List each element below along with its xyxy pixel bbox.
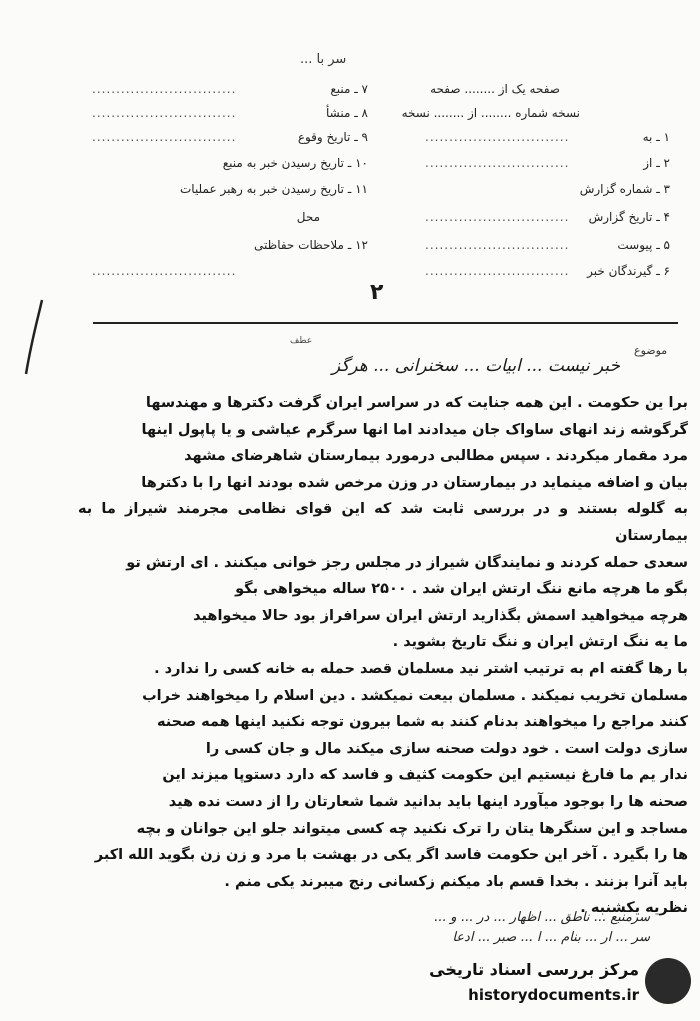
header-copy-number: نسخه شماره ........ از ........ نسخه [401,106,580,120]
header-news-to-ops-date: ۱۱ ـ تاریخ رسیدن خبر به رهبر عملیات [179,182,368,196]
body-line: برا ین حکومت . این همه جنایت که در سراسر ایران گرفت دکترها و مهندسها [145,395,688,411]
body-line: ندار یم ما فارغ نیستیم این حکومت کثیف و فاسد که دارد دستوپا میزند این [162,767,688,784]
watermark-url: historydocuments.ir [468,986,639,1004]
field-event-date-line: .............................. [92,130,237,144]
body-line: با رها گفته ام به ترتیب اشتر نید مسلمان قصد حمله به خانه کسی را ندارد . [154,660,688,677]
body-line: گرگوشه زند انهای ساواک جان میدادند اما انها سرگرم عیاشی و یا پاپول اینها [141,421,688,438]
header-divider [93,322,678,324]
watermark-title: مرکز بررسی اسناد تاریخی [429,960,639,979]
handwritten-note-line: سرمنبع ... ناطق ... اظهار ... در ... و ... [433,910,650,925]
body-line: ها را بگیرد . آخر این حکومت فاسد اگر یکی در بهشت با مرد و زن زن بگوید الله اکبر [94,847,688,864]
field-security-notes-line: .............................. [92,264,237,278]
body-line: بیان و اضافه مینماید در بیمارستان در وزن مرخص شده بودند انها را با دکترها [141,474,688,491]
header-source: ۷ ـ منبع [330,82,368,96]
header-recipients: ۶ ـ گیرندگان خبر [587,264,670,278]
body-line: به گلوله بستند و در بررسی ثابت شد که این قوای نظامی مجرمند شیراز ما به بیمارستان [78,501,688,544]
field-source-line: .............................. [92,82,237,96]
subject-label: موضوع [634,344,668,357]
handwritten-note [90,908,650,948]
body-line: بگو ما هرچه مانع ننگ ارتش ایران شد . ۲۵۰۰ ساله میخواهی بگو [235,581,688,598]
body-line: باید آنرا بزنند . بخدا قسم باد میکنم زکسانی رنج میبرند یکی منم . [224,873,688,890]
field-from-line: .............................. [425,156,570,170]
header-report-number: ۳ ـ شماره گزارش [579,182,670,196]
handwritten-subject: خبر نیست ... ابیات ... سخنرانی ... هرگز [331,356,620,376]
annotation-above-subject: عطف [290,336,313,346]
header-location: محل [296,210,320,224]
body-line: صحنه ها را بوجود میآورد اینها باید بدانید شما شعارتان را از دست نده هید [168,793,688,810]
field-origin-line: .............................. [92,106,237,120]
header-security-notes: ۱۲ ـ ملاحظات حفاظتی [254,238,368,252]
handwritten-note-line: سر ... ار ... بنام ... ا ... صبر ... ادعا [452,930,650,945]
body-line: مساجد و این سنگرها یتان را ترک نکنید چه کسی میتواند جلو این جوانان و بچه [136,820,688,837]
page-number: ۲ [370,280,384,305]
header-event-date: ۹ ـ تاریخ وقوع [297,130,368,144]
body-line: سعدی حمله کردند و نمایندگان شیراز در مجلس رجز خوانی میکنند . ای ارتش تو [126,554,688,571]
body-line: مسلمان تخریب نمیکند . مسلمان بیعت نمیکشد . دین اسلام را میخواهند خراب [142,687,688,704]
body-line: کنند مراجع را میخواهند بدنام کنند به شما بیرون توجه نکنید اینها همه صحنه [156,714,688,731]
body-line: مرد مقمار میکردند . سپس مطالبی درمورد بیمارستان شاهرضای مشهد [184,448,688,465]
margin-pen-stroke [20,298,50,378]
watermark [425,950,697,1018]
report-body [78,390,688,922]
field-to-line: .............................. [425,130,570,144]
header-attachment: ۵ ـ پیوست [617,238,670,252]
body-line: ما یه ننگ ارتش ایران و ننگ تاریخ بشوید . [392,634,688,651]
header-report-date: ۴ ـ تاریخ گزارش [588,210,670,224]
header-from: ۲ ـ از [643,156,670,170]
field-report-date-line: .............................. [425,210,570,224]
body-line: هرچه میخواهید اسمش بگذارید ارتش ایران سرافراز بود حالا میخواهید [193,607,688,624]
header-origin: ۸ ـ منشأ [325,106,368,120]
header-to: ۱ ـ به [642,130,670,144]
header-page-of: صفحه یک از ........ صفحه [430,82,560,96]
archive-logo-icon [645,958,691,1004]
closing-line: نظریه یکشنبه . [580,900,688,917]
field-recipients-line: .............................. [425,264,570,278]
field-attachment-line: .............................. [425,238,570,252]
top-classification-mark: ﺳﺮ ﺑﺎ ... [300,52,347,67]
body-line: سازی دولت است . خود دولت صحنه سازی میکند مال و جان کسی را [205,740,688,757]
header-news-to-source-date: ۱۰ ـ تاریخ رسیدن خبر به منبع [222,156,368,170]
